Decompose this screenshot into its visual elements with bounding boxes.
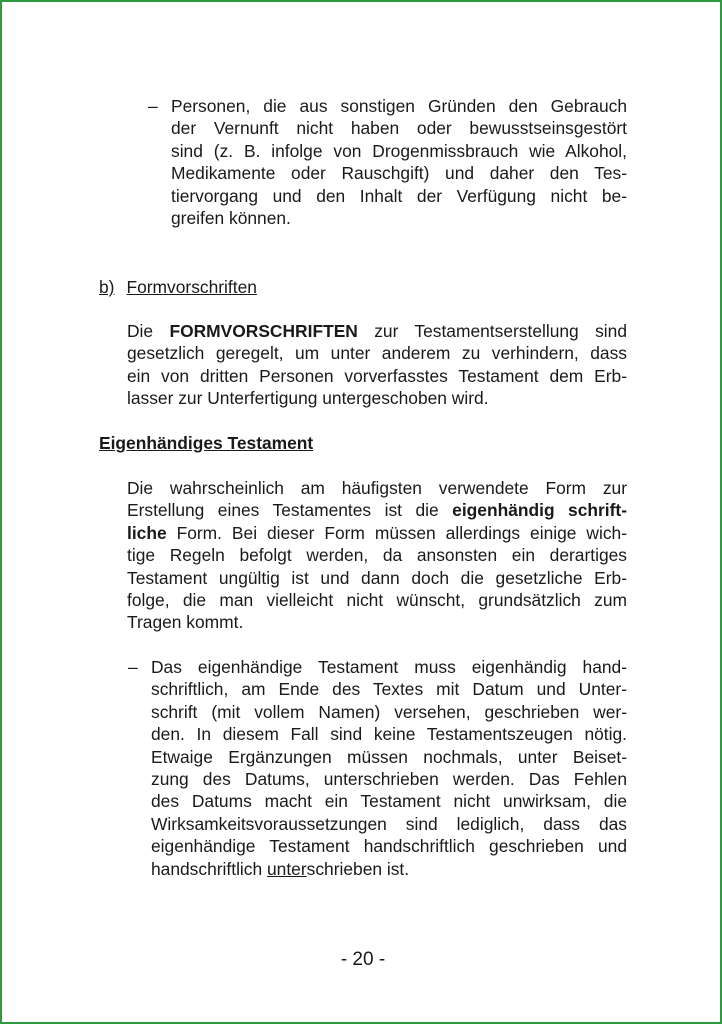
text-line: schrift (mit vollem Namen) versehen, geschrieben wer- — [151, 701, 627, 722]
bold-term: FORMVORSCHRIFTEN — [169, 321, 358, 341]
text-line — [127, 522, 627, 544]
text-line: sind (z. B. infolge von Drogenmissbrauch wie Alkohol, — [171, 140, 627, 161]
text-line: Das eigenhändige Testament muss eigenhändig hand- — [151, 657, 627, 677]
text-line: tiervorgang und den Inhalt der Verfügung nicht be- — [171, 185, 627, 206]
bold-term: liche — [127, 522, 167, 543]
text-line: Testament ungültig ist und dann doch die gesetzliche Erb- — [127, 567, 627, 588]
text-run: schrieben ist. — [306, 858, 410, 879]
heading-eigenhaendiges-testament: Eigenhändiges Testament — [99, 433, 314, 453]
bullet-dash: – — [148, 96, 158, 116]
section-marker: b) — [99, 277, 115, 297]
section-title: Formvorschriften — [126, 277, 257, 297]
text-line: schriftlich, am Ende des Textes mit Datum und Unter- — [151, 679, 627, 700]
text-run: Die — [127, 321, 170, 341]
text-line: der Vernunft nicht haben oder bewusstseinsgestört — [171, 118, 627, 139]
section-heading-formvorschriften — [99, 276, 257, 298]
text-line: Medikamente oder Rauschgift) und daher den Tes- — [171, 163, 627, 184]
paragraph-eigenhaendig — [127, 477, 627, 634]
bullet-paragraph-eigenhaendig — [151, 656, 627, 880]
paragraph-formvorschriften — [127, 320, 627, 410]
bold-term: eigenhändig schrift- — [452, 500, 627, 521]
text-line: ein von dritten Personen vorverfasstes Testament dem Erb- — [127, 365, 627, 386]
underlined-term: unter — [267, 858, 307, 879]
text-run: zur Testamentserstellung sind — [357, 321, 627, 341]
text-line: Etwaige Ergänzungen müssen nochmals, unter Beiset- — [151, 746, 627, 767]
text-run: handschriftlich — [151, 858, 267, 879]
text-line — [127, 499, 627, 521]
text-line: lasser zur Unterfertigung untergeschoben wird. — [127, 388, 489, 409]
text-line: greifen können. — [171, 208, 291, 229]
bullet-dash: – — [128, 657, 138, 677]
text-line: Tragen kommt. — [127, 612, 244, 633]
text-line: Personen, die aus sonstigen Gründen den Gebrauch — [171, 96, 627, 116]
text-line: Die wahrscheinlich am häufigsten verwendete Form zur — [127, 478, 627, 498]
text-line — [127, 320, 627, 342]
text-line — [151, 858, 627, 880]
text-line: den. In diesem Fall sind keine Testamentszeugen nötig. — [151, 724, 627, 745]
text-line: zung des Datums, unterschrieben werden. Das Fehlen — [151, 769, 627, 790]
text-line: des Datums macht ein Testament nicht unwirksam, die — [151, 791, 627, 812]
text-line: eigenhändige Testament handschriftlich geschrieben und — [151, 836, 627, 857]
text-run: Form. Bei dieser Form müssen allerdings einige wich- — [166, 522, 627, 543]
text-line: Wirksamkeitsvoraussetzungen sind lediglich, dass das — [151, 813, 627, 834]
text-line: tige Regeln befolgt werden, da ansonsten ein derartiges — [127, 545, 627, 566]
text-line: gesetzlich geregelt, um unter anderem zu verhindern, dass — [127, 343, 627, 364]
bullet-paragraph-personen — [171, 95, 627, 229]
page-number: - 20 - — [340, 949, 386, 970]
text-line: folge, die man vielleicht nicht wünscht, grundsätzlich zum — [127, 590, 627, 611]
text-run: Erstellung eines Testamentes ist die — [127, 500, 453, 521]
